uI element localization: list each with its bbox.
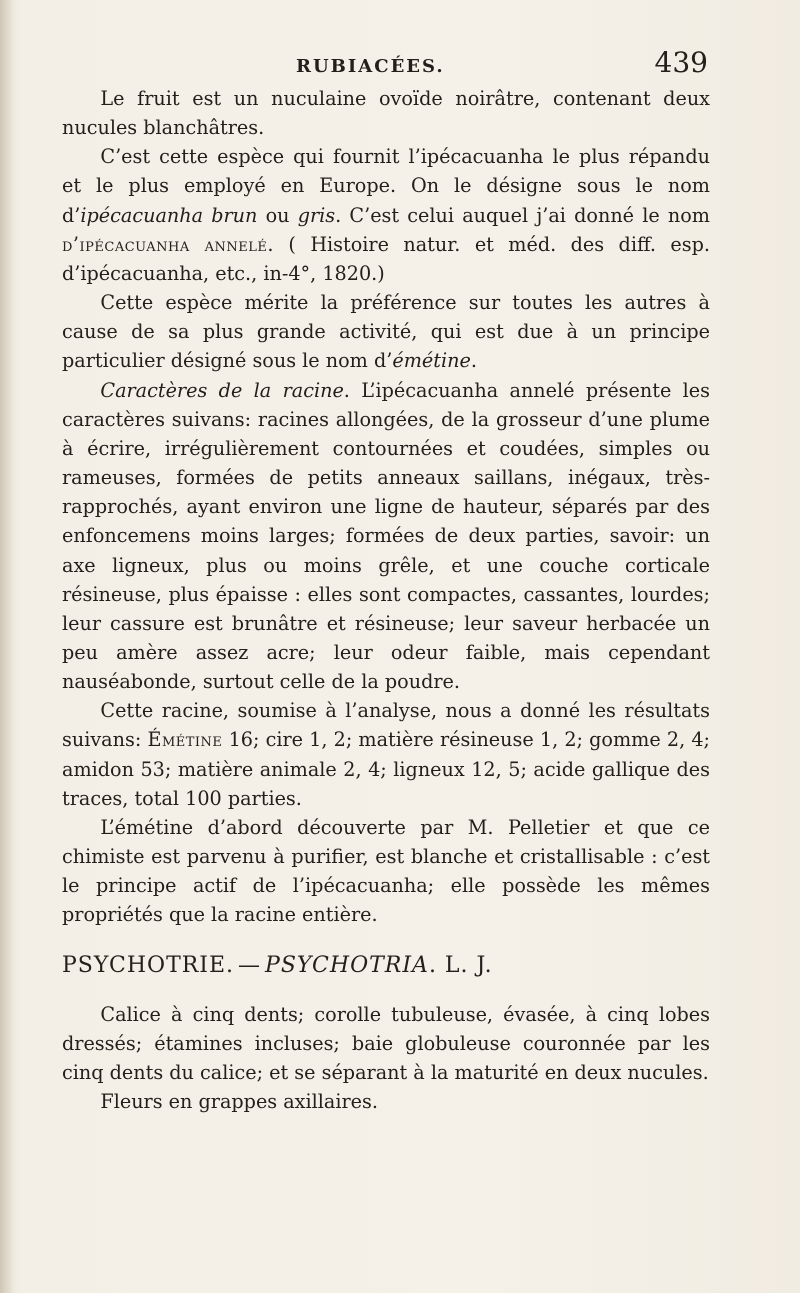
text-run: Cette racine, soumise à l’analyse, nous a donné les résultats suivans:: [62, 699, 710, 752]
page-text: [62, 84, 710, 1116]
italic-term: ipécacuanha brun: [80, 203, 258, 227]
heading-authority: . L. J.: [428, 952, 493, 978]
text-run: ( Histoire natur. et méd. des diff. esp. d’ipécacuanha, etc., in-4°, 1820.): [62, 232, 711, 285]
paragraph-root-characters: [62, 376, 710, 697]
paragraph-analysis: [62, 696, 710, 813]
paragraph-flowers: Fleurs en grappes axillaires.: [100, 1090, 378, 1113]
paragraph-emetine: L’émétine d’abord découverte par M. Pelletier et que ce chimiste est parvenu à purifier, est blanche et cristallisable : c’est le principe actif de l’ipécacuanha; elle possède les mêmes propriétés que la racine entière.: [62, 815, 710, 927]
small-caps-term: d’ipécacuanha annelé.: [62, 232, 274, 256]
page-header: [60, 46, 710, 86]
text-run: C’est cette espèce qui fournit l’ipécacuanha le plus répandu et le plus employé en Europe. On le désigne sous le nom d’: [62, 145, 710, 227]
text-run: . L’ipécacuanha annelé présente les caractères suivans: racines allongées, de la grosseur d’une plume à écrire, irrégulièrement contournées et coudées, simples ou rameuses, formées de petits anneaux saillans, inégaux, très-rapprochés, ayant environ une ligne de hauteur, séparés par des enfoncemens moins larges; formées de deux parties, savoir: un axe ligneux, plus ou moins grêle, et une couche corticale résineuse, plus épaisse : elles sont compactes, cassantes, lourdes; leur cassure est brunâtre et résineuse; leur saveur herbacée un peu amère assez acre; leur odeur faible, mais cependant nauséabonde, surtout celle de la poudre.: [62, 378, 710, 694]
heading-name: PSYCHOTRIE.: [62, 952, 235, 978]
section-heading-psychotrie: [62, 950, 710, 982]
paragraph-fruit: Le fruit est un nuculaine ovoïde noirâtre, contenant deux nucules blanchâtres.: [62, 87, 710, 140]
paragraph-preference: [62, 288, 710, 375]
text-run: . C’est celui auquel j’ai donné le nom: [335, 203, 710, 227]
italic-subheading: Caractères de la racine: [100, 378, 344, 402]
small-caps-term: Émétine: [147, 728, 223, 752]
paragraph-calice: Calice à cinq dents; corolle tubuleuse, évasée, à cinq lobes dressés; étamines incluses; baie globuleuse couronnée par les cinq dents du calice; et se séparant à la maturité en deux nucules.: [62, 1002, 710, 1084]
running-title: RUBIACÉES.: [296, 56, 445, 77]
heading-dash: —: [238, 952, 262, 978]
italic-term: gris: [297, 203, 336, 227]
italic-term: émétine: [392, 349, 471, 373]
page-number: 439: [654, 46, 708, 79]
text-run: Cette espèce mérite la préférence sur toutes les autres à cause de sa plus grande activité, qui est due à un principe particulier désigné sous le nom d’: [62, 291, 710, 373]
paragraph-species: [62, 142, 710, 288]
page-binding-edge: [0, 0, 14, 1293]
heading-latin-name: PSYCHOTRIA: [265, 952, 429, 978]
text-run: .: [470, 349, 477, 373]
text-run: 16; cire 1, 2; matière résineuse 1, 2; gomme 2, 4; amidon 53; matière animale 2, 4; ligneux 12, 5; acide gallique des traces, total 100 parties.: [62, 728, 710, 810]
text-run: ou: [257, 203, 298, 227]
